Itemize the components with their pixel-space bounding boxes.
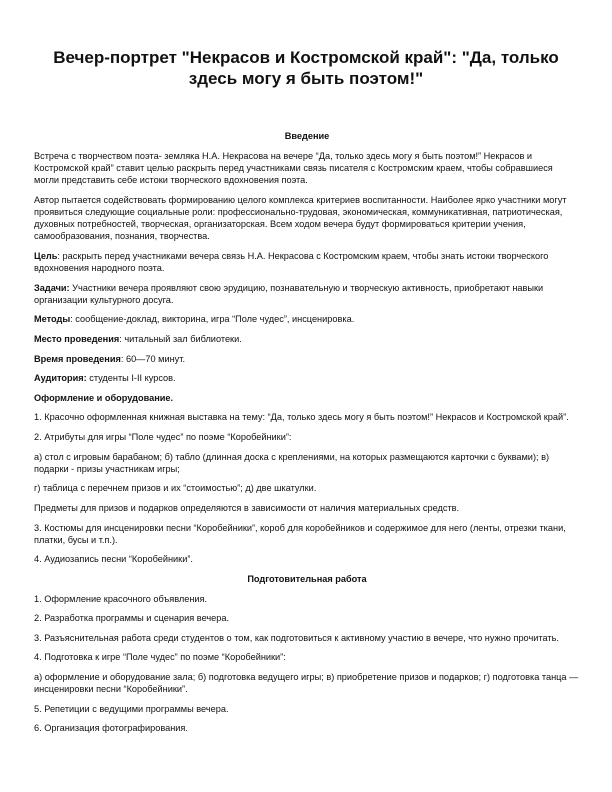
tasks-text: Участники вечера проявляют свою эрудицию, познавательную и творческую активность, приобретают навыки организации культурного досуга.	[34, 282, 544, 305]
audience-text: студенты I-II курсов.	[86, 373, 176, 384]
time-text: : 60—70 минут.	[120, 353, 186, 364]
place-text: : читальный зал библиотеки.	[119, 333, 242, 344]
goal-text: : раскрыть перед участниками вечера связь Н.А. Некрасова с Костромским краем, чтобы знать истоки творческого вдохновения народного поэта.	[34, 250, 549, 273]
prep-item: 2. Разработка программы и сценария вечера.	[34, 613, 230, 624]
equipment-item: 2. Атрибуты для игры “Поле чудес” по поэме “Коробейники”:	[34, 431, 292, 442]
tasks-paragraph	[34, 282, 580, 306]
intro-paragraph-2: Автор пытается содействовать формированию целого комплекса критериев воспитанности. Наиболее ярко участники могут проявиться следующие социальные роли: профессионально-трудовая, экономическая, коммуникативная, патриотическая, духовных потребностей, творческая, организаторская. Всем ходом вечера будут формироваться критерии учения, самообразования, познания, творчества.	[34, 194, 567, 242]
intro-heading: Введение	[284, 131, 330, 141]
prep-heading: Подготовительная работа	[247, 573, 367, 584]
audience-label: Аудитория:	[34, 373, 87, 384]
prep-item: 1. Оформление красочного объявления.	[34, 593, 208, 604]
methods-paragraph	[34, 313, 580, 325]
prep-item: а) оформление и оборудование зала; б) подготовка ведущего игры; в) приобретение призов и подарков; г) подготовка танца — инсценировки песни “Коробейники”.	[34, 671, 579, 695]
goal-paragraph	[34, 250, 580, 274]
prep-item: 4. Подготовка к игре “Поле чудес” по поэме “Коробейники”:	[34, 652, 286, 663]
prep-item: 5. Репетиции с ведущими программы вечера.	[34, 703, 229, 714]
time-label: Время проведения	[34, 353, 121, 364]
time-paragraph	[34, 353, 580, 365]
place-paragraph	[34, 333, 580, 345]
equipment-item: 4. Аудиозапись песни “Коробейники”.	[34, 554, 193, 565]
equipment-item: г) таблица с перечнем призов и их “стоимостью”; д) две шкатулки.	[34, 483, 317, 494]
intro-paragraph-1: Встреча с творчеством поэта- земляка Н.А. Некрасова на вечере “Да, только здесь могу я быть поэтом!” Некрасов и Костромской край” ставит целью раскрыть перед участниками связь писателя с Костромским краем, чтобы собравшиеся могли представить себе истоки творческого вдохновения поэта.	[34, 150, 553, 185]
place-label: Место проведения	[34, 333, 120, 344]
prep-item: 6. Организация фотографирования.	[34, 723, 188, 734]
goal-label: Цель	[34, 250, 58, 261]
audience-paragraph	[34, 372, 580, 384]
equipment-item: 1. Красочно оформленная книжная выставка на тему: “Да, только здесь могу я быть поэтом!” Некрасов и Костромской край”.	[34, 412, 569, 423]
equipment-item: Предметы для призов и подарков определяются в зависимости от наличия материальных средств.	[34, 502, 460, 513]
tasks-label: Задачи:	[34, 282, 70, 293]
equipment-heading: Оформление и оборудование.	[34, 392, 174, 403]
prep-item: 3. Разъяснительная работа среди студентов о том, как подготовиться к активному участию в вечере, что нужно прочитать.	[34, 632, 559, 643]
equipment-item: 3. Костюмы для инсценировки песни “Коробейники”, короб для коробейников и содержимое для него (ленты, отрезки ткани, платки, бусы и т.п.).	[34, 522, 566, 545]
document-body	[34, 130, 580, 742]
equipment-item: а) стол с игровым барабаном; б) табло (длинная доска с креплениями, на которых размещаются карточки с буквами); в) подарки - призы участникам игры;	[34, 451, 550, 474]
methods-text: : сообщение-доклад, викторина, игра “Поле чудес”, инсценировка.	[70, 314, 355, 325]
document-title: Вечер-портрет "Некрасов и Костромской край": "Да, только здесь могу я быть поэтом!"	[53, 48, 559, 88]
methods-label: Методы	[34, 314, 71, 325]
